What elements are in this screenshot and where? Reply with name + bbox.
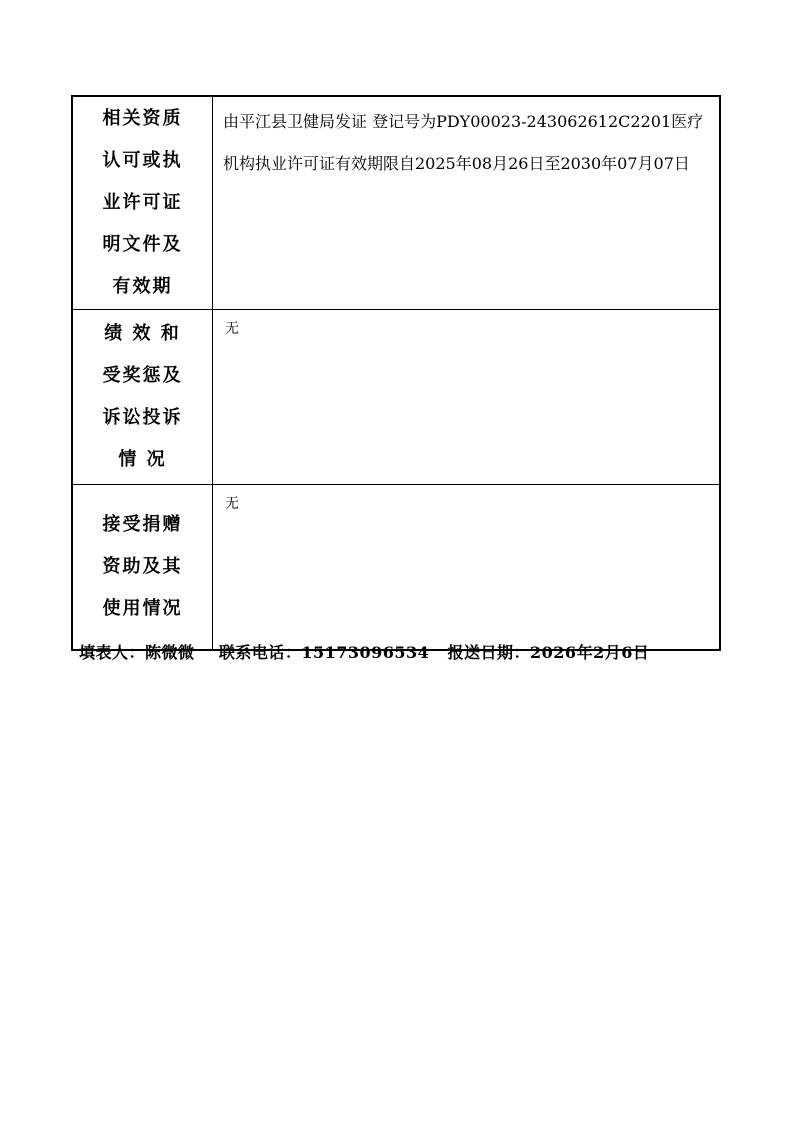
label-line: 绩 效 和: [104, 323, 181, 344]
info-table: [71, 95, 721, 651]
table-row: [72, 310, 720, 485]
row-label-donations: [72, 485, 213, 651]
label-line: 使用情况: [102, 598, 183, 619]
table-row: [72, 485, 720, 651]
row-label-qualification: [72, 96, 213, 310]
form-footer: [79, 640, 649, 666]
phone-label: 联系电话：: [218, 643, 302, 662]
table-row: [72, 96, 720, 310]
phone-number: 15173096534: [301, 643, 430, 662]
label-line: 有效期: [112, 276, 173, 297]
label-line: 受奖惩及: [102, 365, 183, 386]
label-line: 资助及其: [102, 556, 183, 577]
report-date: 2026年2月6日: [530, 643, 650, 662]
label-line: 诉讼投诉: [102, 407, 183, 428]
label-line: 相关资质: [102, 108, 183, 129]
row-content-qualification: 由平江县卫健局发证 登记号为PDY00023-243062612C2201医疗机构执业许可证有效期限自2025年08月26日至2030年07月07日: [213, 96, 721, 310]
label-line: 明文件及: [102, 234, 183, 255]
date-label: 报送日期：: [447, 643, 531, 662]
label-line: 业许可证: [102, 192, 183, 213]
label-line: 接受捐赠: [102, 514, 183, 535]
label-line: 情 况: [118, 449, 167, 470]
row-content-donations: 无: [213, 485, 721, 651]
row-content-performance: 无: [213, 310, 721, 485]
filler-label: 填表人：: [79, 643, 146, 662]
label-line: 认可或执: [102, 150, 183, 171]
filler-name: 陈微微: [145, 643, 195, 662]
row-label-performance: [72, 310, 213, 485]
